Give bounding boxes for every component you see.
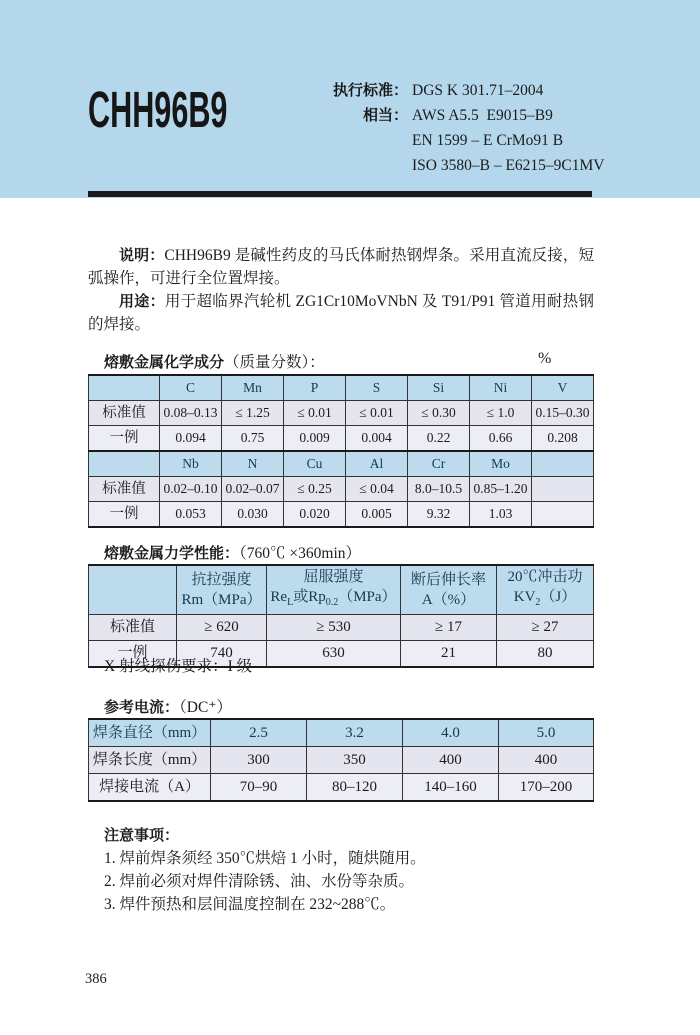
mechanical-heading-bold: 熔敷金属力学性能： — [104, 545, 240, 562]
row-label-cell: 焊条直径（mm） — [89, 719, 211, 747]
value-cell: 0.66 — [470, 426, 532, 452]
note-item: 2. 焊前必须对焊件清除锈、油、水份等杂质。 — [104, 873, 415, 890]
table-row — [89, 719, 594, 747]
diameter-cell: 2.5 — [211, 719, 307, 747]
note-item: 3. 焊件预热和层间温度控制在 232~288℃。 — [104, 896, 396, 913]
standard-row — [316, 153, 604, 178]
value-cell: ≤ 0.01 — [346, 401, 408, 426]
length-cell: 400 — [403, 747, 499, 774]
current-heading — [104, 695, 232, 717]
standard-label — [316, 153, 408, 178]
element-header-cell — [532, 451, 594, 477]
row-label-cell: 标准值 — [89, 477, 160, 502]
length-cell: 400 — [499, 747, 594, 774]
value-cell: ≥ 17 — [401, 615, 497, 641]
page-number: 386 — [85, 971, 107, 987]
element-header-cell: V — [532, 375, 594, 401]
value-cell: ≤ 0.04 — [346, 477, 408, 502]
notes-block — [104, 824, 426, 916]
intro-block — [88, 244, 594, 336]
column-symbol: A（%） — [421, 592, 476, 608]
mechanical-heading-rest: （760℃ ×360min） — [239, 545, 361, 562]
diameter-cell: 5.0 — [499, 719, 594, 747]
corner-cell — [89, 375, 160, 401]
value-cell: 80 — [497, 641, 594, 668]
standard-value: AWS A5.5 E9015–B9 — [412, 107, 553, 124]
standard-row — [316, 128, 604, 153]
table-row — [89, 502, 594, 528]
standard-row — [316, 103, 604, 128]
column-title: 抗拉强度 — [191, 572, 252, 588]
diameter-cell: 3.2 — [307, 719, 403, 747]
usage-label: 用途： — [119, 293, 165, 310]
value-cell: 0.02–0.07 — [222, 477, 284, 502]
row-label-cell: 焊接电流（A） — [89, 774, 211, 802]
notes-title: 注意事项： — [104, 827, 180, 844]
value-cell: 0.15–0.30 — [532, 401, 594, 426]
column-title: 断后伸长率 — [410, 572, 486, 588]
value-cell: 1.03 — [470, 502, 532, 528]
chemistry-unit: % — [538, 350, 552, 367]
divider-bar — [88, 191, 592, 197]
value-cell: 0.053 — [160, 502, 222, 528]
value-cell: 0.094 — [160, 426, 222, 452]
value-cell: ≤ 1.25 — [222, 401, 284, 426]
row-label-cell: 一例 — [89, 502, 160, 528]
value-cell: 0.85–1.20 — [470, 477, 532, 502]
value-cell: ≤ 0.01 — [284, 401, 346, 426]
usage-paragraph — [88, 290, 594, 336]
corner-cell — [89, 451, 160, 477]
chemistry-heading-bold: 熔敷金属化学成分 — [104, 354, 225, 371]
impact-header-cell — [497, 565, 594, 615]
description-text: CHH96B9 是碱性药皮的马氏体耐热钢焊条。采用直流反接，短弧操作，可进行全位置焊接。 — [88, 247, 594, 287]
standard-label: 执行标准： — [332, 82, 408, 99]
usage-text: 用于超临界汽轮机 ZG1Cr10MoVNbN 及 T91/P91 管道用耐热钢的焊接。 — [88, 293, 594, 333]
standard-row — [316, 78, 604, 103]
note-item: 1. 焊前焊条须经 350℃烘焙 1 小时，随烘随用。 — [104, 850, 426, 867]
value-cell: 0.02–0.10 — [160, 477, 222, 502]
row-label-cell: 一例 — [89, 641, 177, 668]
value-cell: 8.0–10.5 — [408, 477, 470, 502]
column-symbol: $KV_2(J)$ — [513, 589, 577, 608]
chemistry-heading — [104, 350, 325, 372]
standard-label: 相当： — [362, 107, 408, 124]
current-table — [88, 718, 594, 802]
header-banner — [0, 0, 700, 198]
value-cell: 0.005 — [346, 502, 408, 528]
value-cell: 21 — [401, 641, 497, 668]
element-header-cell: P — [284, 375, 346, 401]
value-cell: 0.030 — [222, 502, 284, 528]
table-row — [89, 477, 594, 502]
column-title: 屈服强度 — [303, 569, 364, 585]
value-cell: 0.020 — [284, 502, 346, 528]
chemistry-table — [88, 374, 594, 528]
current-heading-rest: （DC⁺） — [179, 699, 232, 716]
value-cell: ≥ 620 — [177, 615, 267, 641]
row-label-cell: 标准值 — [89, 401, 160, 426]
amperage-cell: 170–200 — [499, 774, 594, 802]
table-row — [89, 774, 594, 802]
xray-note: X 射线探伤要求：I 级 — [104, 658, 253, 675]
table-row — [89, 565, 594, 615]
description-paragraph — [88, 244, 594, 290]
corner-cell — [89, 565, 177, 615]
value-cell: 0.75 — [222, 426, 284, 452]
value-cell: 630 — [267, 641, 401, 668]
value-cell: 9.32 — [408, 502, 470, 528]
tensile-header-cell — [177, 565, 267, 615]
standard-label — [316, 128, 408, 153]
value-cell: ≤ 0.30 — [408, 401, 470, 426]
table-row — [89, 747, 594, 774]
table-row — [89, 375, 594, 401]
description-label: 说明： — [119, 247, 165, 264]
element-header-cell: Nb — [160, 451, 222, 477]
value-cell: ≤ 0.25 — [284, 477, 346, 502]
mechanical-table — [88, 564, 594, 668]
value-cell: 0.208 — [532, 426, 594, 452]
element-header-cell: C — [160, 375, 222, 401]
row-label-cell: 标准值 — [89, 615, 177, 641]
element-header-cell: N — [222, 451, 284, 477]
element-header-cell: S — [346, 375, 408, 401]
mechanical-heading — [104, 541, 361, 563]
column-title: 20℃冲击功 — [507, 569, 583, 585]
value-cell: 0.009 — [284, 426, 346, 452]
element-header-cell: Mo — [470, 451, 532, 477]
value-cell: 0.08–0.13 — [160, 401, 222, 426]
standard-value: DGS K 301.71–2004 — [412, 82, 544, 99]
product-code: CHH96B9 — [88, 81, 228, 138]
elongation-header-cell — [401, 565, 497, 615]
element-header-cell: Cu — [284, 451, 346, 477]
row-label-cell: 焊条长度（mm） — [89, 747, 211, 774]
element-header-cell: Mn — [222, 375, 284, 401]
table-row — [89, 451, 594, 477]
length-cell: 300 — [211, 747, 307, 774]
amperage-cell: 80–120 — [307, 774, 403, 802]
value-cell: 0.22 — [408, 426, 470, 452]
length-cell: 350 — [307, 747, 403, 774]
row-label-cell: 一例 — [89, 426, 160, 452]
value-cell: ≤ 1.0 — [470, 401, 532, 426]
current-heading-bold: 参考电流： — [104, 699, 180, 716]
chemistry-heading-rest: （质量分数）： — [224, 354, 325, 371]
element-header-cell: Al — [346, 451, 408, 477]
value-cell: 0.004 — [346, 426, 408, 452]
value-cell — [532, 502, 594, 528]
standard-value: EN 1599 – E CrMo91 B — [412, 132, 564, 149]
value-cell: ≥ 530 — [267, 615, 401, 641]
table-row — [89, 615, 594, 641]
yield-header-cell — [267, 565, 401, 615]
standard-value: ISO 3580–B – E6215–9C1MV — [412, 157, 605, 174]
standards-block — [316, 78, 604, 178]
table-row — [89, 426, 594, 452]
column-symbol: Rm（MPa） — [181, 592, 262, 608]
value-cell: ≥ 27 — [497, 615, 594, 641]
amperage-cell: 140–160 — [403, 774, 499, 802]
element-header-cell: Cr — [408, 451, 470, 477]
value-cell — [532, 477, 594, 502]
column-symbol: $Re_L$或$Rp_{0.2}(MPa)$ — [270, 589, 397, 608]
amperage-cell: 70–90 — [211, 774, 307, 802]
table-row — [89, 401, 594, 426]
element-header-cell: Si — [408, 375, 470, 401]
diameter-cell: 4.0 — [403, 719, 499, 747]
value-cell: 740 — [177, 641, 267, 668]
element-header-cell: Ni — [470, 375, 532, 401]
